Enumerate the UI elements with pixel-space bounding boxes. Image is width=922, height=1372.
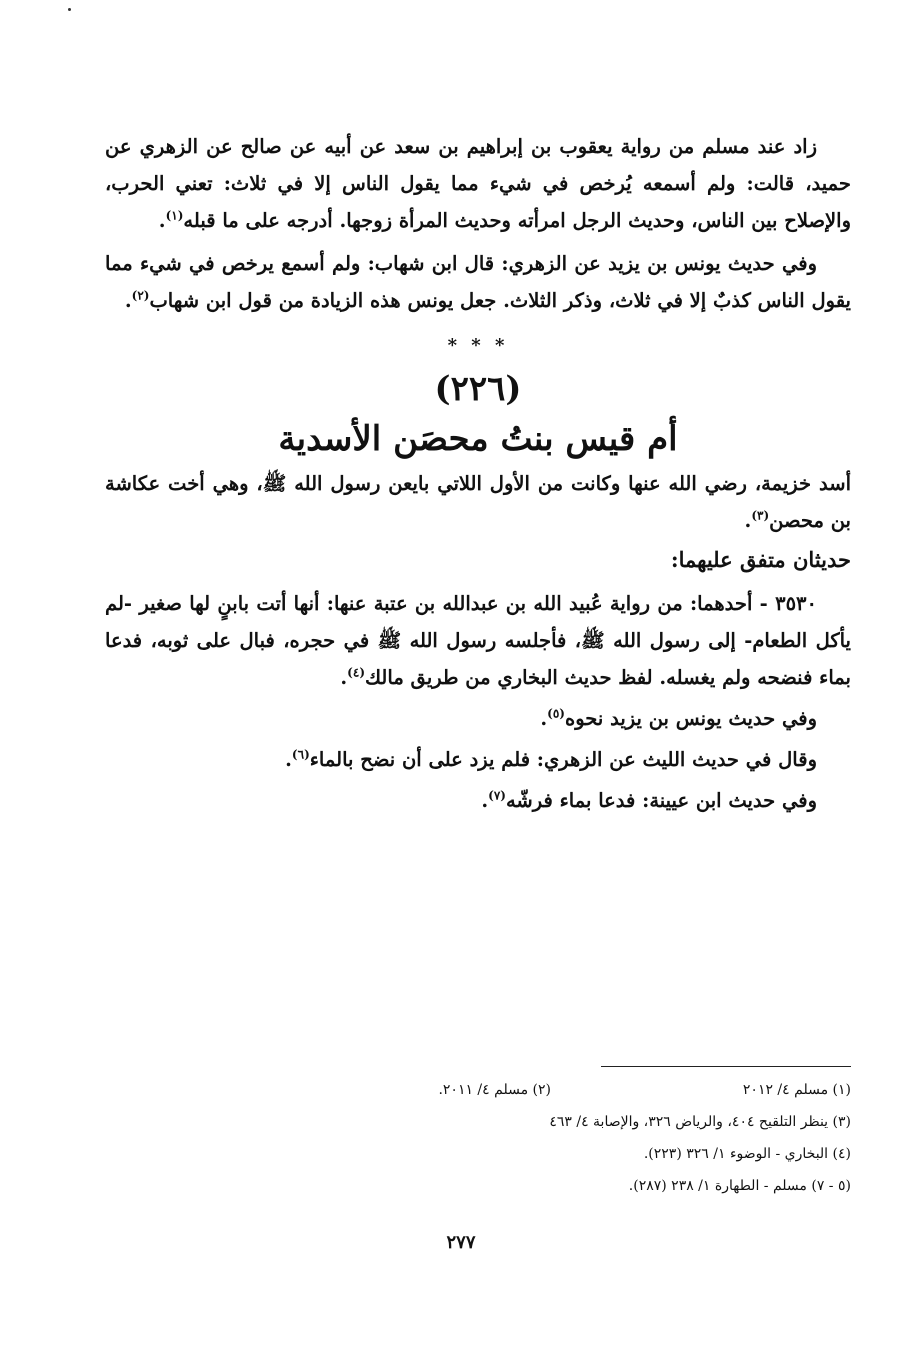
book-page — [105, 128, 851, 1358]
paragraph-2-end: . — [124, 289, 132, 312]
intro-text: أسد خزيمة، رضي الله عنها وكانت من الأول اللاتي بايعن رسول الله ﷺ، وهي أخت عكاشة بن محصن — [105, 472, 851, 532]
page-number: ٢٧٧ — [446, 1232, 476, 1253]
paragraph-1-text: زاد عند مسلم من رواية يعقوب بن إبراهيم بن سعد عن أبيه عن صالح عن الزهري عن حميد، قالت: ولم أسمعه يُرخص في شيء مما يقول الناس إلا في ثلاث: تعني الحرب، والإصلاح بين الناس، وحديث الرجل امرأته وحديث المرأة زوجها. أدرجه على ما قبله — [105, 135, 851, 232]
subheading: حديثان متفق عليهما: — [670, 547, 851, 572]
intro-end: . — [744, 509, 752, 532]
footnotes — [105, 1074, 851, 1202]
footnote-ref-7[interactable]: (٧) — [488, 788, 506, 803]
footnote-ref-5[interactable]: (٥) — [547, 706, 565, 721]
paragraph-2 — [105, 245, 851, 319]
footnote-1: (١) مسلم ٤/ ٢٠١٢ — [742, 1082, 851, 1098]
intro-paragraph — [105, 465, 851, 539]
footnote-ref-6[interactable]: (٦) — [291, 747, 310, 762]
section-separator: * * * — [447, 335, 509, 356]
paragraph-3 — [105, 700, 851, 737]
hadith-number: ٣٥٣٠ - أحدهما: — [689, 592, 817, 615]
hadith-paragraph — [105, 585, 851, 696]
paragraph-4-end: . — [285, 748, 292, 771]
paragraph-5-end: . — [481, 789, 489, 812]
hadith-text: من رواية عُبيد الله بن عبدالله بن عتبة عنها: أنها أتت بابنٍ لها صغير -لم يأكل الطعام- إلى رسول الله ﷺ، فأجلسه رسول الله ﷺ في حجره، فبال على ثوبه، فدعا بماء فنضحه ولم يغسله. لفظ حديث البخاري من طريق مالك — [105, 592, 851, 689]
paragraph-3-end: . — [540, 707, 548, 730]
paragraph-2-text: وفي حديث يونس بن يزيد عن الزهري: قال ابن شهاب: ولم أسمع يرخص في شيء مما يقول الناس كذبٌ إلا في ثلاث، وذكر الثلاث. جعل يونس هذه الزيادة من قول ابن شهاب — [105, 252, 851, 312]
paragraph-1 — [105, 128, 851, 239]
footnote-ref-1[interactable]: (١) — [165, 208, 184, 223]
footnote-row-1 — [105, 1074, 851, 1106]
section-number: (٢٢٦) — [434, 369, 522, 409]
footnote-ref-2[interactable]: (٢) — [131, 288, 150, 303]
section-title: أم قيس بنتُ محصَن الأسدية — [278, 419, 678, 459]
footnote-3: (٣) ينظر التلقيح ٤٠٤، والرياض ٣٢٦، والإصابة ٤/ ٤٦٣ — [549, 1114, 851, 1130]
footnote-ref-4[interactable]: (٤) — [347, 665, 365, 680]
footnote-2: (٢) مسلم ٤/ ٢٠١١. — [438, 1082, 551, 1098]
paragraph-4 — [105, 741, 851, 778]
scan-speck — [68, 8, 71, 11]
paragraph-5-text: وفي حديث ابن عيينة: فدعا بماء فرشّه — [505, 789, 817, 812]
paragraph-1-end: . — [158, 209, 166, 232]
footnote-divider — [601, 1066, 851, 1067]
paragraph-3-text: وفي حديث يونس بن يزيد نحوه — [564, 707, 817, 730]
footnote-5-7: (٥ - ٧) مسلم - الطهارة ١/ ٢٣٨ (٢٨٧). — [628, 1178, 851, 1194]
paragraph-4-text: وقال في حديث الليث عن الزهري: فلم يزد على أن نضح بالماء — [309, 748, 817, 771]
footnote-4: (٤) البخاري - الوضوء ١/ ٣٢٦ (٢٢٣). — [643, 1146, 851, 1162]
footnote-ref-3[interactable]: (٣) — [751, 508, 770, 523]
hadith-end: . — [340, 666, 348, 689]
paragraph-5 — [105, 782, 851, 819]
